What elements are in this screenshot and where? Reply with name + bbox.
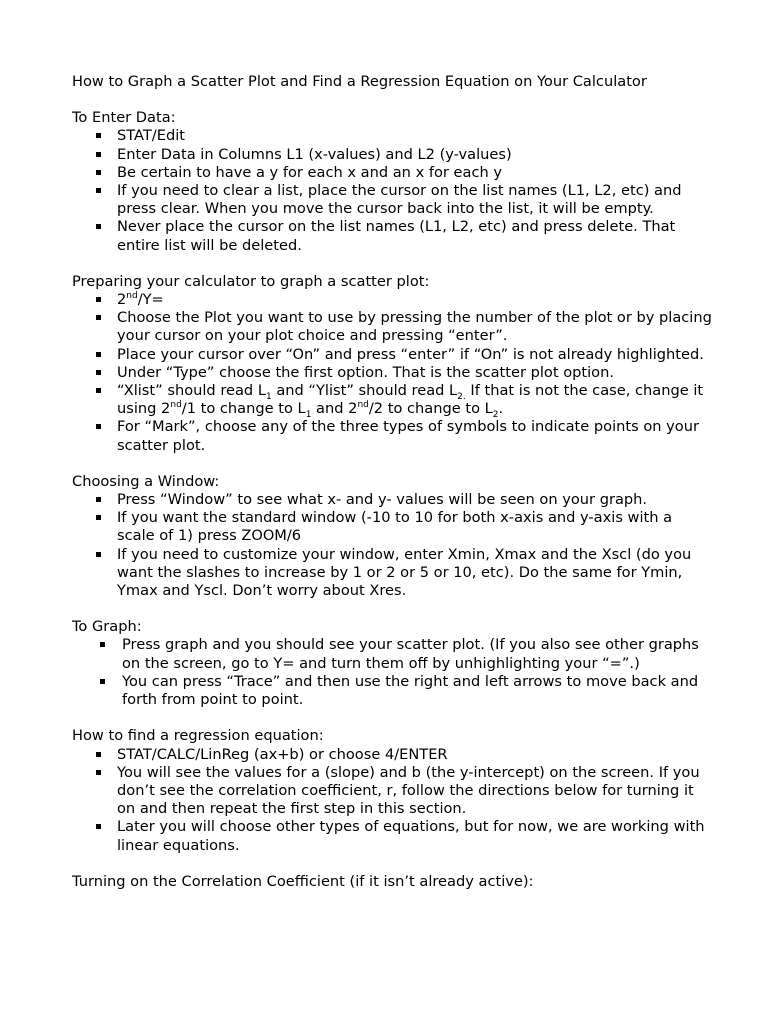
text-run: If that is not the case, change it using 2 [117, 382, 704, 418]
list-item: STAT/CALC/LinReg (ax+b) or choose 4/ENTER [72, 746, 712, 764]
section-heading-regression: How to find a regression equation: [72, 727, 324, 745]
subscript: 2. [457, 391, 466, 402]
text-run: and “Ylist” should read L [271, 382, 458, 400]
section-regression [72, 727, 712, 854]
text-run: . [498, 400, 504, 418]
document-page [72, 73, 712, 909]
section-enter-data [72, 109, 712, 255]
subscript: 2 [492, 410, 499, 421]
bullet-list-regression [72, 746, 712, 855]
bullet-list-enter-data [72, 127, 712, 254]
list-item: Never place the cursor on the list names (L1, L2, etc) and press delete. That entire list will be deleted. [72, 218, 712, 254]
list-item: Press graph and you should see your scatter plot. (If you also see other graphs on the screen, go to Y= and turn them off by unhighlighting your “=”.) [72, 636, 712, 672]
section-window [72, 473, 712, 600]
document-title: How to Graph a Scatter Plot and Find a Regression Equation on Your Calculator [72, 73, 647, 90]
bullet-list-preparing [72, 291, 712, 455]
bullet-list-graph [72, 636, 712, 709]
list-item: Be certain to have a y for each x and an x for each y [72, 164, 712, 182]
list-item: For “Mark”, choose any of the three types of symbols to indicate points on your scatter plot. [72, 418, 712, 454]
subscript: 1 [305, 410, 312, 421]
superscript: nd [170, 400, 182, 411]
section-correlation [72, 873, 712, 891]
list-item: Later you will choose other types of equations, but for now, we are working with linear equations. [72, 818, 712, 854]
list-item: Place your cursor over “On” and press “enter” if “On” is not already highlighted. [72, 346, 712, 364]
list-item: If you want the standard window (-10 to 10 for both x-axis and y-axis with a scale of 1) press ZOOM/6 [72, 509, 712, 545]
list-item: STAT/Edit [72, 127, 712, 145]
section-heading-correlation: Turning on the Correlation Coefficient (if it isn’t already active): [72, 872, 534, 890]
text-run: /Y= [137, 291, 164, 309]
list-item: You will see the values for a (slope) and b (the y-intercept) on the screen. If you don’t see the correlation coefficient, r, follow the directions below for turning it on and then repeat the first step in this section. [72, 764, 712, 819]
section-heading-graph: To Graph: [72, 618, 142, 636]
list-item [72, 382, 712, 421]
text-run: /1 to change to L [181, 400, 306, 418]
text-run: /2 to change to L [368, 400, 493, 418]
list-item: If you need to customize your window, enter Xmin, Xmax and the Xscl (do you want the slashes to increase by 1 or 2 or 5 or 10, etc). Do the same for Ymin, Ymax and Yscl. Don’t worry about Xres. [72, 546, 712, 601]
section-preparing [72, 273, 712, 455]
superscript: nd [126, 291, 138, 302]
text-run: 2 [117, 291, 127, 309]
section-heading-window: Choosing a Window: [72, 472, 220, 490]
list-item: Enter Data in Columns L1 (x-values) and L2 (y-values) [72, 146, 712, 164]
bullet-list-window [72, 491, 712, 600]
list-item: If you need to clear a list, place the cursor on the list names (L1, L2, etc) and press clear. When you move the cursor back into the list, it will be empty. [72, 182, 712, 218]
list-item: You can press “Trace” and then use the right and left arrows to move back and forth from point to point. [72, 673, 712, 709]
subscript: 1 [265, 391, 272, 402]
section-graph [72, 618, 712, 709]
text-run: “Xlist” should read L [117, 382, 266, 400]
text-run: and 2 [311, 400, 358, 418]
list-item [72, 291, 712, 309]
superscript: nd [357, 400, 369, 411]
list-item: Press “Window” to see what x- and y- values will be seen on your graph. [72, 491, 712, 509]
section-heading-enter-data: To Enter Data: [72, 109, 176, 127]
list-item: Choose the Plot you want to use by pressing the number of the plot or by placing your cursor on your plot choice and pressing “enter”. [72, 309, 712, 345]
list-item: Under “Type” choose the first option. That is the scatter plot option. [72, 364, 712, 382]
section-heading-preparing: Preparing your calculator to graph a scatter plot: [72, 272, 430, 290]
